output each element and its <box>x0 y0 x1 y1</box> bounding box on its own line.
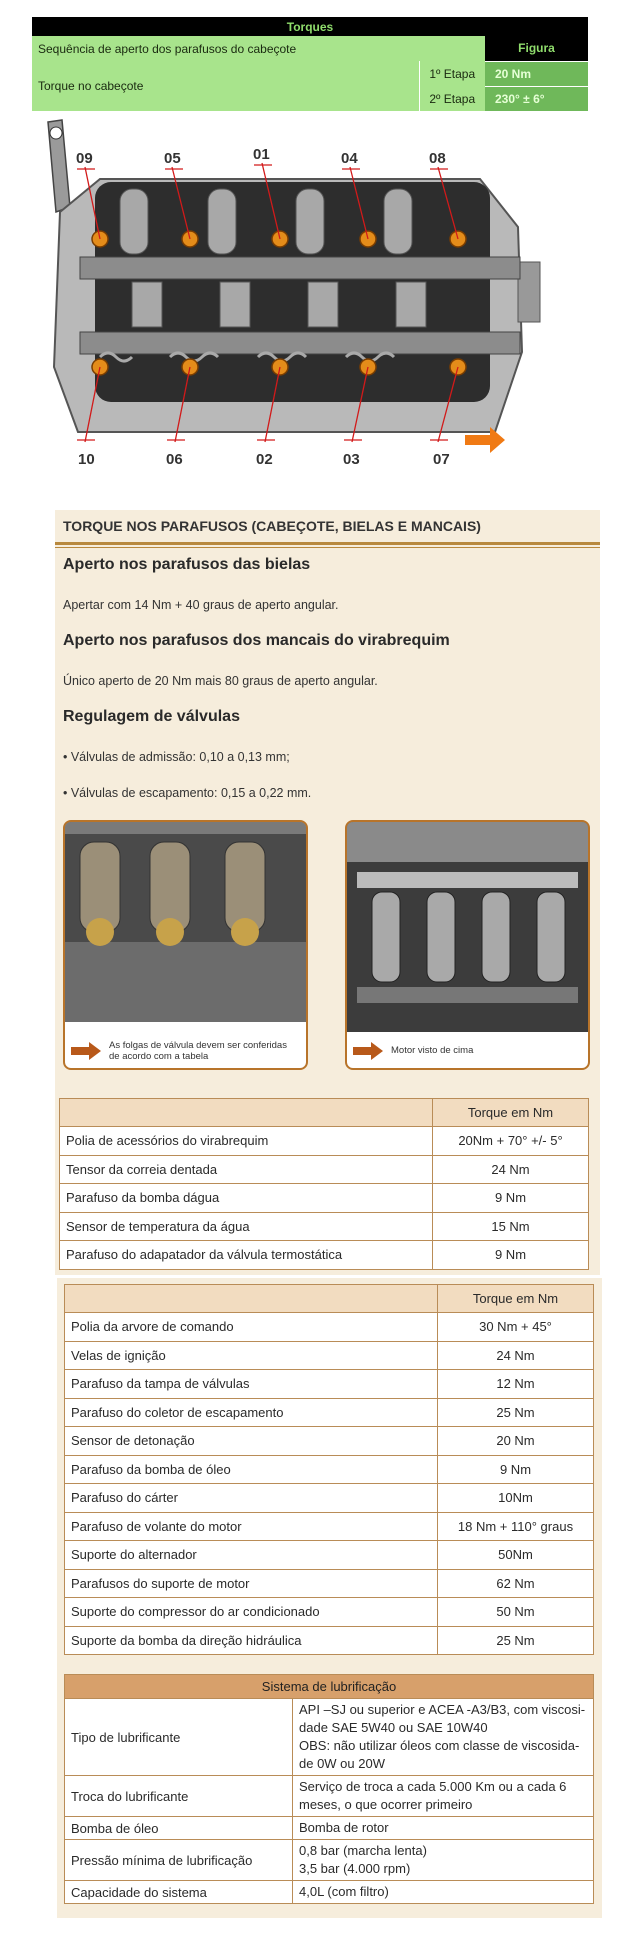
manual-title: TORQUE NOS PARAFUSOS (CABEÇOTE, BIELAS E MANCAIS) <box>63 518 481 534</box>
photo2-caption: Motor visto de cima <box>391 1045 474 1056</box>
row-label: Suporte do alternador <box>65 1541 438 1570</box>
sequence-label: Sequência de aperto dos parafusos do cabeçote <box>32 36 485 61</box>
lub-type-value <box>293 1699 594 1776</box>
bolt-number: 09 <box>76 150 93 167</box>
rods-text: Apertar com 14 Nm + 40 graus de aperto angular. <box>63 598 339 612</box>
bolt-number: 04 <box>341 150 358 167</box>
header-empty <box>65 1285 438 1313</box>
row-label: Parafuso do adapatador da válvula termostática <box>60 1241 433 1270</box>
bolt-number: 03 <box>343 451 360 468</box>
exhaust-valves-text: • Válvulas de escapamento: 0,15 a 0,22 mm. <box>63 786 312 800</box>
row-label: Parafuso do coletor de escapamento <box>65 1398 438 1427</box>
manual-page <box>55 510 600 1275</box>
lubrication-table <box>64 1674 594 1904</box>
bolt-number: 07 <box>433 451 450 468</box>
pressure-value <box>293 1840 594 1881</box>
photo1-caption <box>109 1040 287 1062</box>
row-value: 62 Nm <box>438 1569 594 1598</box>
header-torque: Torque em Nm <box>433 1099 589 1127</box>
title-rule <box>55 547 600 548</box>
row-value: 15 Nm <box>433 1212 589 1241</box>
head-torque-label: Torque no cabeçote <box>32 61 419 111</box>
lub-change-label: Troca do lubrificante <box>65 1776 293 1817</box>
lub-type-line: API –SJ ou superior e ACEA -A3/B3, com viscosi- <box>299 1702 586 1717</box>
engine-top-photo-card <box>345 820 590 1070</box>
stage2-value: 230° ± 6° <box>485 86 588 111</box>
row-label: Suporte do compressor do ar condicionado <box>65 1598 438 1627</box>
row-value: 12 Nm <box>438 1370 594 1399</box>
header-torque: Torque em Nm <box>438 1285 594 1313</box>
row-label: Parafuso da tampa de válvulas <box>65 1370 438 1399</box>
engine-top-photo <box>347 822 588 1032</box>
title-rule <box>55 542 600 545</box>
bearings-text: Único aperto de 20 Nm mais 80 graus de aperto angular. <box>63 674 378 688</box>
row-label: Parafuso do cárter <box>65 1484 438 1513</box>
row-label: Sensor de temperatura da água <box>60 1212 433 1241</box>
row-label: Suporte da bomba da direção hidráulica <box>65 1626 438 1655</box>
stage2-label: 2º Etapa <box>419 86 485 111</box>
capacity-label: Capacidade do sistema <box>65 1881 293 1904</box>
row-label: Parafuso de volante do motor <box>65 1512 438 1541</box>
row-value: 20Nm + 70° +/- 5° <box>433 1127 589 1156</box>
caption-line: de acordo com a tabela <box>109 1051 209 1062</box>
lub-change-line: meses, o que ocorrer primeiro <box>299 1797 473 1812</box>
stage1-value: 20 Nm <box>485 61 588 86</box>
head-torque-table <box>32 17 588 111</box>
lubrication-sheet <box>57 1668 602 1918</box>
valve-clearance-photo <box>65 822 306 1022</box>
caption-arrow-icon <box>353 1042 383 1060</box>
bolt-number: 05 <box>164 150 181 167</box>
stage1-label: 1º Etapa <box>419 61 485 86</box>
valve-photo-card <box>63 820 308 1070</box>
rods-heading: Aperto nos parafusos das bielas <box>63 556 311 573</box>
torque-sheet-b <box>57 1278 602 1668</box>
row-value: 50 Nm <box>438 1598 594 1627</box>
oil-pump-label: Bomba de óleo <box>65 1817 293 1840</box>
row-value: 30 Nm + 45° <box>438 1313 594 1342</box>
row-value: 50Nm <box>438 1541 594 1570</box>
bearings-heading: Aperto nos parafusos dos mancais do virabrequim <box>63 632 450 649</box>
bolt-number: 02 <box>256 451 273 468</box>
lub-type-line: OBS: não utilizar óleos com classe de viscosida- <box>299 1738 580 1753</box>
row-value: 24 Nm <box>438 1341 594 1370</box>
capacity-value: 4,0L (com filtro) <box>293 1881 594 1904</box>
caption-line: As folgas de válvula devem ser conferidas <box>109 1040 287 1051</box>
row-value: 9 Nm <box>433 1184 589 1213</box>
bolt-number: 06 <box>166 451 183 468</box>
row-label: Sensor de detonação <box>65 1427 438 1456</box>
row-value: 25 Nm <box>438 1398 594 1427</box>
lub-type-line: de 0W ou 20W <box>299 1756 385 1771</box>
row-value: 18 Nm + 110° graus <box>438 1512 594 1541</box>
row-label: Parafusos do suporte de motor <box>65 1569 438 1598</box>
torque-table-a <box>59 1098 589 1270</box>
intake-valves-text: • Válvulas de admissão: 0,10 a 0,13 mm; <box>63 750 290 764</box>
pressure-label: Pressão mínima de lubrificação <box>65 1840 293 1881</box>
bolt-number: 01 <box>253 146 270 163</box>
valves-heading: Regulagem de válvulas <box>63 708 240 725</box>
caption-arrow-icon <box>71 1042 101 1060</box>
row-value: 24 Nm <box>433 1155 589 1184</box>
lub-type-label: Tipo de lubrificante <box>65 1699 293 1776</box>
row-value: 20 Nm <box>438 1427 594 1456</box>
header-empty <box>60 1099 433 1127</box>
lub-change-line: Serviço de troca a cada 5.000 Km ou a cada 6 <box>299 1779 567 1794</box>
cylinder-head-figure <box>40 117 550 487</box>
bolt-number: 08 <box>429 150 446 167</box>
figure-label: Figura <box>485 36 588 61</box>
lubrication-title: Sistema de lubrificação <box>65 1675 594 1699</box>
row-value: 9 Nm <box>438 1455 594 1484</box>
row-value: 9 Nm <box>433 1241 589 1270</box>
row-value: 10Nm <box>438 1484 594 1513</box>
row-label: Parafuso da bomba dágua <box>60 1184 433 1213</box>
row-value: 25 Nm <box>438 1626 594 1655</box>
lub-change-value <box>293 1776 594 1817</box>
row-label: Polia da arvore de comando <box>65 1313 438 1342</box>
row-label: Velas de ignição <box>65 1341 438 1370</box>
row-label: Polia de acessórios do virabrequim <box>60 1127 433 1156</box>
oil-pump-value: Bomba de rotor <box>293 1817 594 1840</box>
torque-table-title: Torques <box>32 17 588 36</box>
lub-type-line: dade SAE 5W40 ou SAE 10W40 <box>299 1720 488 1735</box>
pressure-line: 3,5 bar (4.000 rpm) <box>299 1861 411 1876</box>
bolt-number: 10 <box>78 451 95 468</box>
pressure-line: 0,8 bar (marcha lenta) <box>299 1843 427 1858</box>
row-label: Tensor da correia dentada <box>60 1155 433 1184</box>
row-label: Parafuso da bomba de óleo <box>65 1455 438 1484</box>
torque-table-b <box>64 1284 594 1655</box>
